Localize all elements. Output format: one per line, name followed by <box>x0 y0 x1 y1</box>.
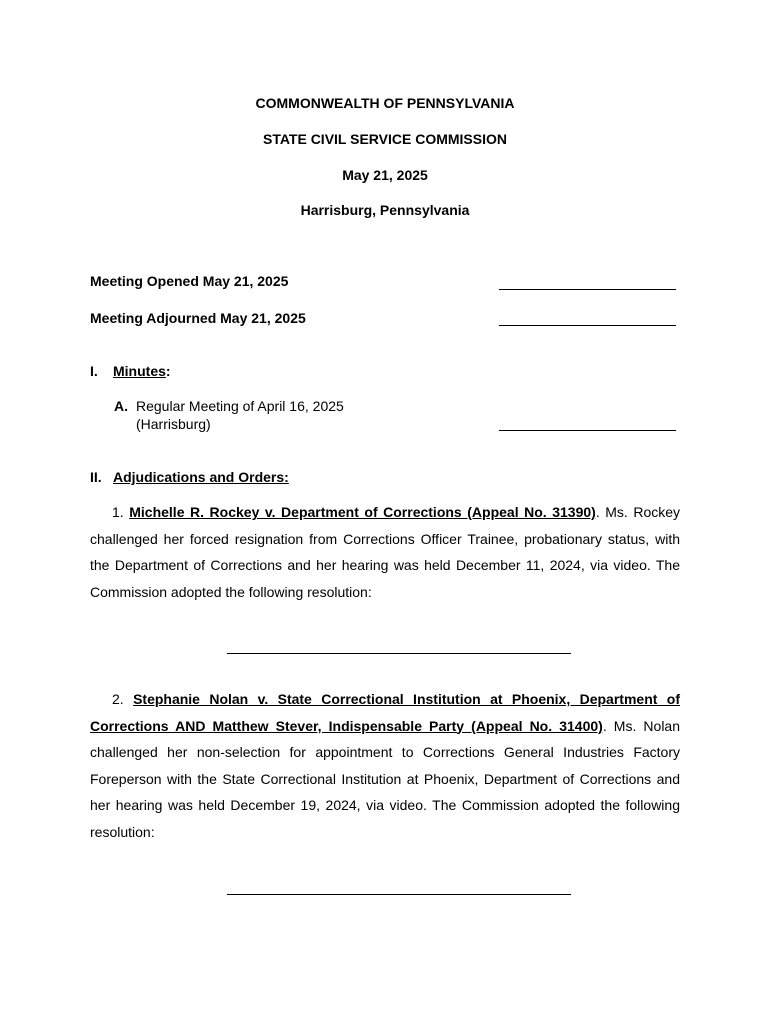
minutes-item-line2: (Harrisburg) <box>136 416 211 432</box>
meeting-adjourned-signature-line <box>499 325 676 326</box>
header-location: Harrisburg, Pennsylvania <box>300 202 470 218</box>
minutes-item-letter: A. <box>114 398 128 414</box>
meeting-adjourned-label: Meeting Adjourned May 21, 2025 <box>90 310 306 326</box>
section-1-title-suffix: : <box>165 363 171 379</box>
case-1-number: 1. <box>112 504 124 520</box>
case-2-title-end: . <box>602 717 607 734</box>
case-2-number: 2. <box>112 691 124 707</box>
section-1-heading <box>113 363 171 379</box>
case-1-title-end: . <box>595 504 600 520</box>
section-1-number: I. <box>90 363 98 379</box>
header-commonwealth: COMMONWEALTH OF PENNSYLVANIA <box>255 95 515 111</box>
case-2-paragraph <box>90 686 680 845</box>
case-2-resolution-line <box>227 894 571 895</box>
minutes-item-line1: Regular Meeting of April 16, 2025 <box>136 398 344 414</box>
header-commission: STATE CIVIL SERVICE COMMISSION <box>263 131 507 147</box>
case-1-paragraph <box>90 499 680 605</box>
case-2-title: Stephanie Nolan v. State Correctional Institution at Phoenix, Department of Corrections AND Matthew Stever, Indispensable Party (Appeal No. 31400) <box>90 691 680 734</box>
section-1-title: Minutes <box>113 363 166 379</box>
case-1-title: Michelle R. Rockey v. Department of Corrections (Appeal No. 31390) <box>129 504 596 520</box>
meeting-opened-label: Meeting Opened May 21, 2025 <box>90 273 289 289</box>
case-2-body: Ms. Nolan challenged her non-selection for appointment to Corrections General Industries Factory Foreperson with the State Correctional Institution at Phoenix, Department of Corrections and her hearing was held December 19, 2024, via video. The Commission adopted the following resolution: <box>90 717 681 840</box>
meeting-opened-signature-line <box>499 289 676 290</box>
header-date: May 21, 2025 <box>342 167 428 183</box>
section-2-title: Adjudications and Orders: <box>113 469 289 485</box>
minutes-signature-line <box>499 430 676 431</box>
case-1-resolution-line <box>227 653 571 654</box>
case-1-body: Ms. Rockey challenged her forced resignation from Corrections Officer Trainee, probationary status, with the Department of Corrections and her hearing was held December 11, 2024, via video. The Commission adopted the following resolution: <box>90 504 681 600</box>
section-2-number: II. <box>90 469 102 485</box>
